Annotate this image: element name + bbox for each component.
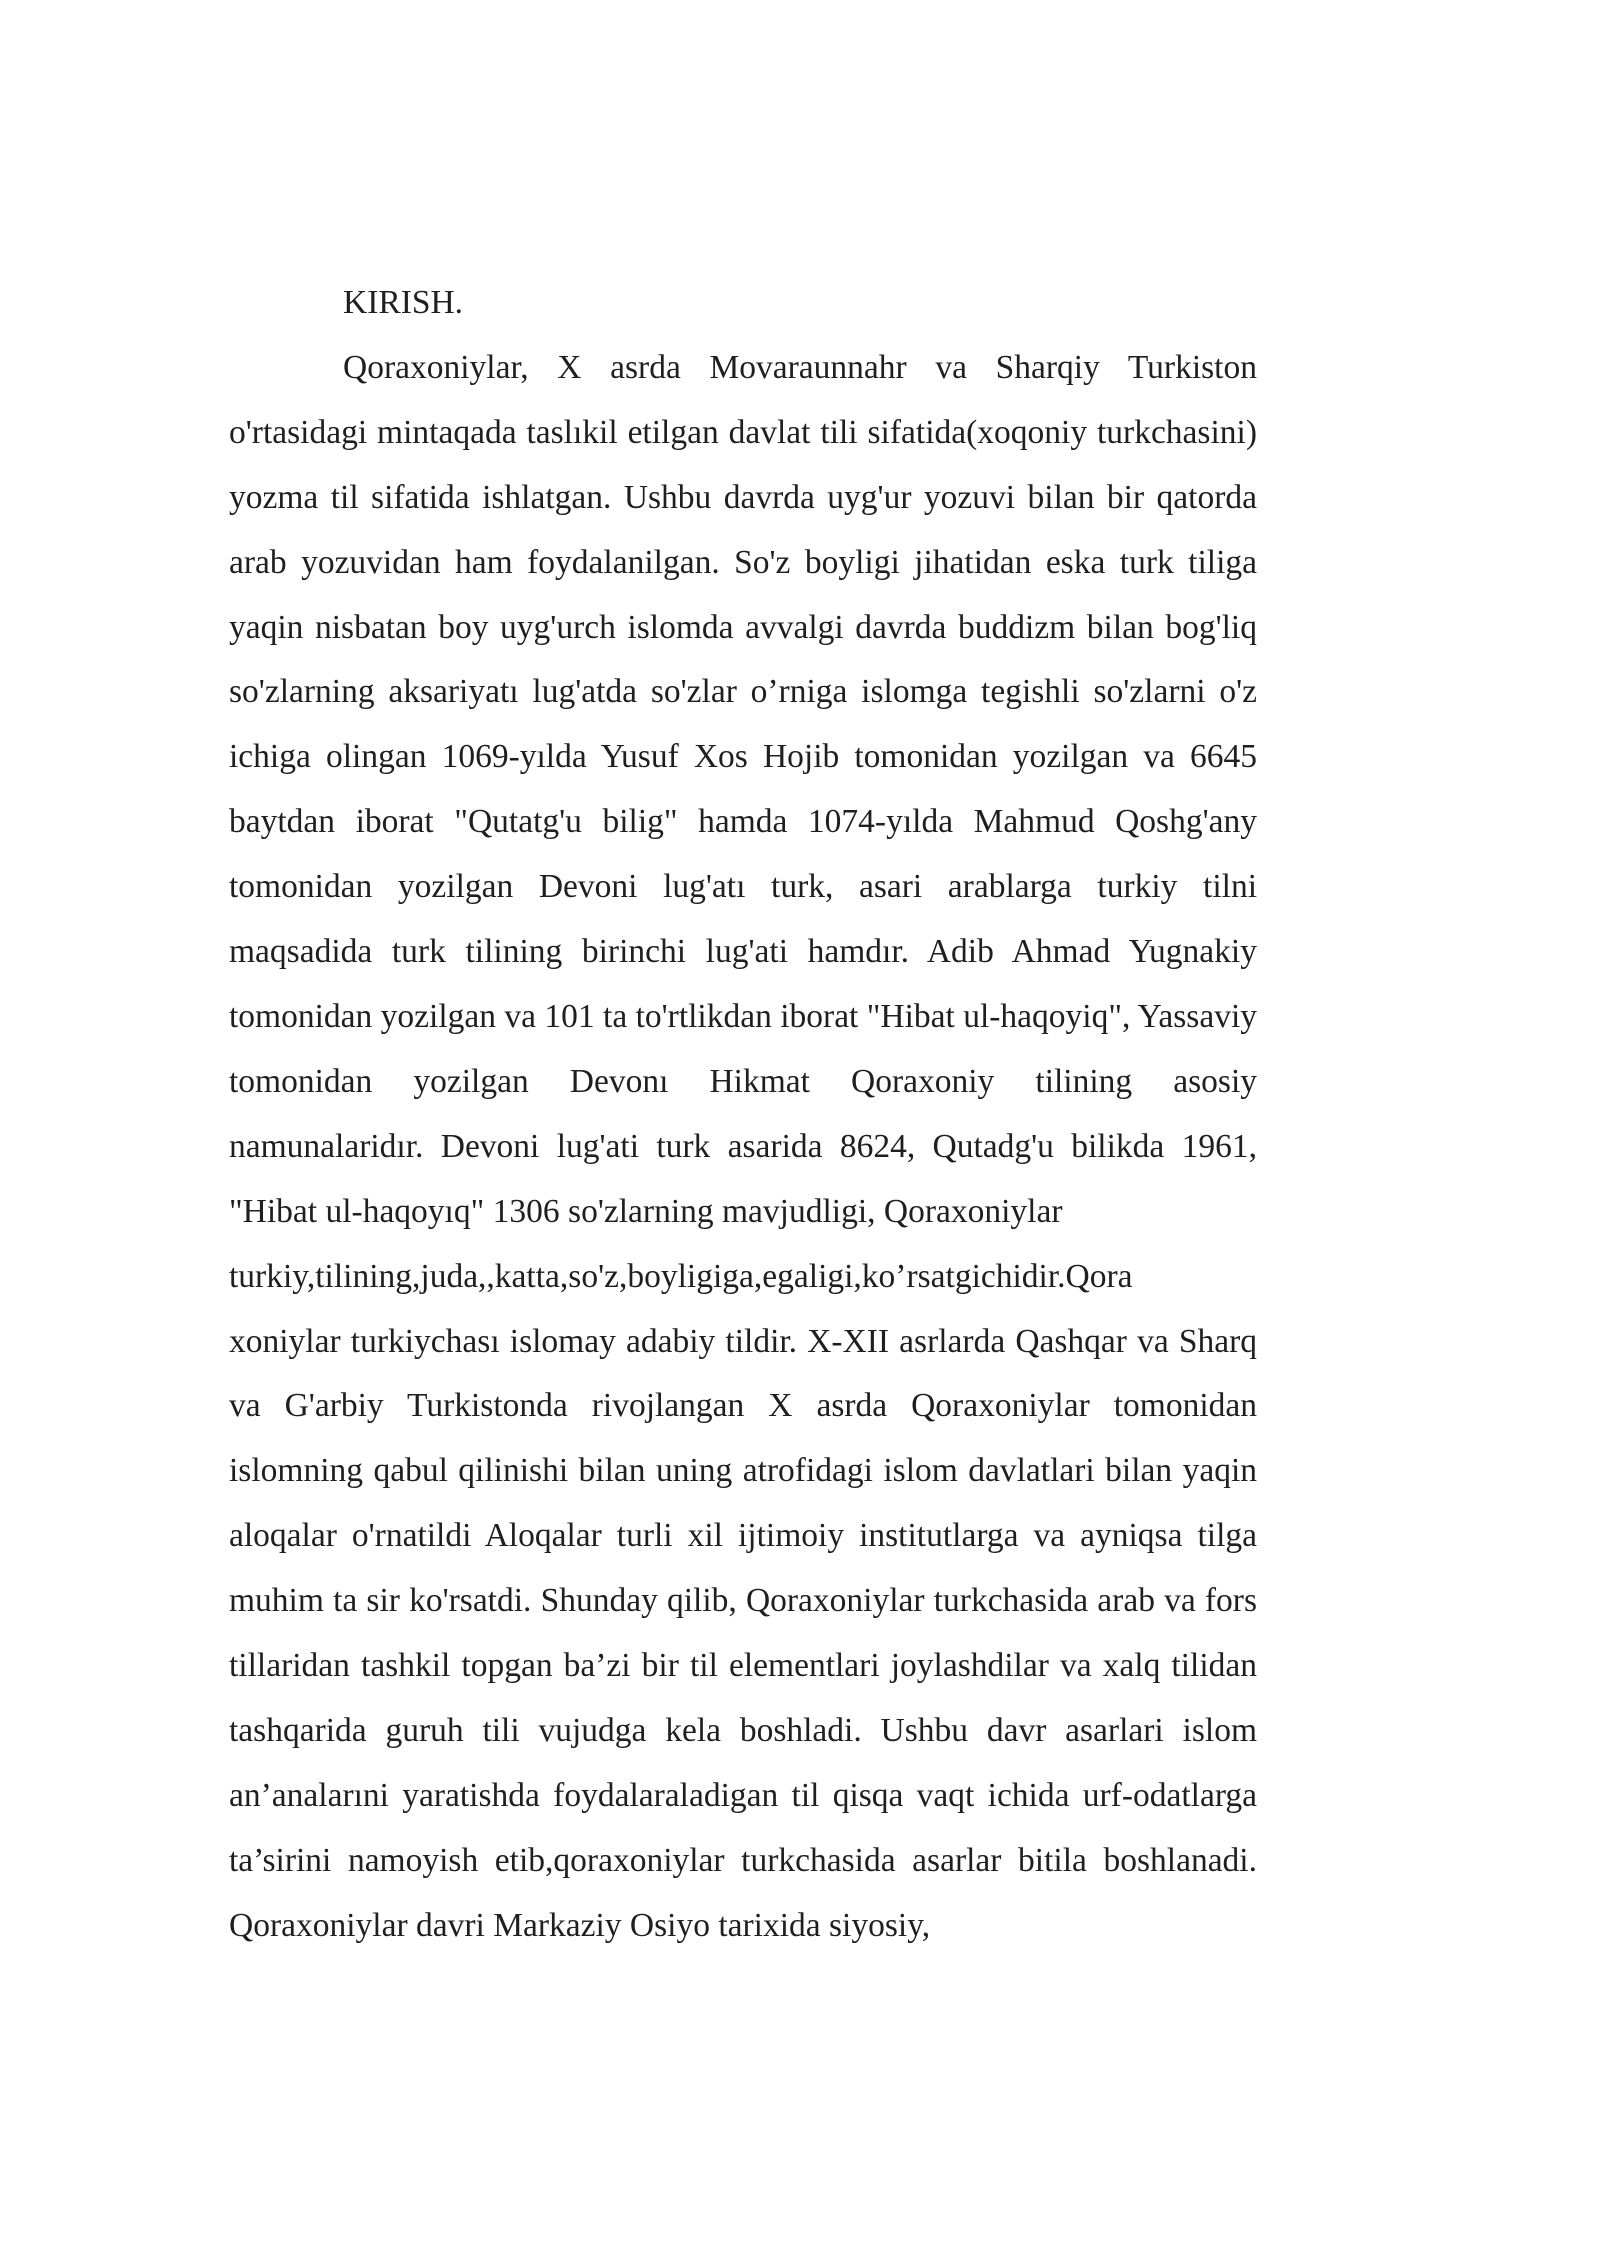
section-heading: KIRISH.: [343, 284, 464, 321]
body-paragraph: Qoraxoniylar, X asrda Movaraunnahr va Sharqiy Turkiston o'rtasidagi mintaqada taslıkil etilgan davlat tili sifatida(xoqoniy turkchasini) yozma til sifatida ishlatgan. Ushbu davrda uyg'ur yozuvi bilan bir qatorda arab yozuvidan ham foydalanilgan. So'z boyligi jihatidan eska turk tiliga yaqin nisbatan boy uyg'urch islomda avvalgi davrda buddizm bilan bog'liq so'zlarning aksariyatı lug'atda so'zlar o’rniga islomga tegishli so'zlarni o'z ichiga olingan 1069-yılda Yusuf Xos Hojib tomonidan yozilgan va 6645 baytdan iborat "Qutatg'u bilig" hamda 1074-yılda Mahmud Qoshg'any tomonidan yozilgan Devoni lug'atı turk, asari arablarga turkiy tilni maqsadida turk tilining birinchi lug'ati hamdır. Adib Ahmad Yugnakiy tomonidan yozilgan va 101 ta to'rtlikdan iborat "Hibat ul-haqoyiq", Yassaviy tomonidan yozilgan Devonı Hikmat Qoraxoniy tilining asosiy namunalaridır. Devoni lug'ati turk asarida 8624, Qutadg'u bilikda 1961, "Hibat ul-haqoyıq" 1306 so'zlarning mavjudligi, Qoraxoniylar turkiy,tilining,juda,,katta,so'z,boyligiga,egaligi,ko’rsatgichidir.Qora xoniylar turkiychası islomay adabiy tildir. X-XII asrlarda Qashqar va Sharq va G'arbiy Turkistonda rivojlangan X asrda Qoraxoniylar tomonidan islomning qabul qilinishi bilan uning atrofidagi islom davlatlari bilan yaqin aloqalar o'rnatildi Aloqalar turli xil ijtimoiy institutlarga va ayniqsa tilga muhim ta sir ko'rsatdi. Shunday qilib, Qoraxoniylar turkchasida arab va fors tillaridan tashkil topgan ba’zi bir til elementlari joylashdilar va xalq tilidan tashqarida guruh tili vujudga kela boshladi. Ushbu davr asarlari islom an’analarıni yaratishda foydalaraladigan til qisqa vaqt ichida urf-odatlarga ta’sirini namoyish etib,qoraxoniylar turkchasida asarlar bitila boshlanadi. Qoraxoniylar davri Markaziy Osiyo tarixida siyosiy,: [229, 348, 1257, 1944]
document-content: [229, 271, 1257, 1959]
